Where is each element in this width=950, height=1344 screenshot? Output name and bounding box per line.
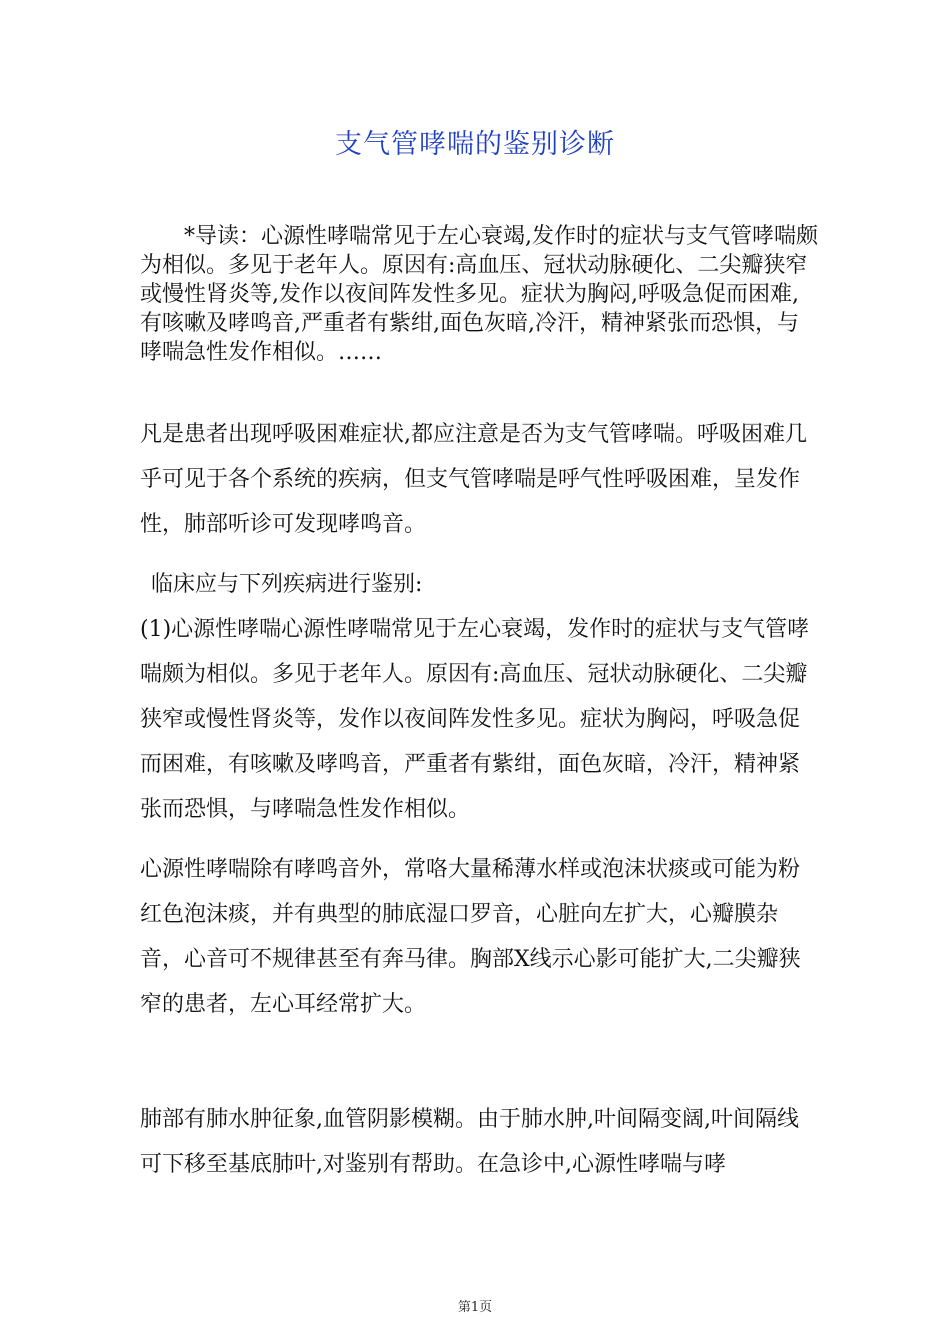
intro-summary: *导读：心源性哮喘常见于左心衰竭,发作时的症状与支气管哮喘颇为相似。多见于老年人。原因有:高血压、冠状动脉硬化、二尖瓣狭窄或慢性肾炎等,发作以夜间阵发性多见。症状为胸闷,呼吸急促而困难,有咳嗽及哮鸣音,严重者有紫绀,面色灰暗,冷汗，精神紧张而恐惧，与哮喘急性发作相似。……	[140, 224, 818, 365]
document-title: 支气管哮喘的鉴别诊断	[335, 129, 615, 160]
page-number: 第1页	[457, 1300, 493, 1315]
body-paragraph-3: (1)心源性哮喘心源性哮喘常见于左心衰竭，发作时的症状与支气管哮喘颇为相似。多见于老年人。原因有:高血压、冠状动脉硬化、二尖瓣狭窄或慢性肾炎等，发作以夜间阵发性多见。症状为胸闷，呼吸急促而困难，有咳嗽及哮鸣音，严重者有紫绀，面色灰暗，冷汗，精神紧张而恐惧，与哮喘急性发作相似。	[140, 617, 810, 822]
body-paragraph-2: 临床应与下列疾病进行鉴别:	[151, 572, 423, 597]
body-paragraph-1: 凡是患者出现呼吸困难症状,都应注意是否为支气管哮喘。呼吸困难几乎可见于各个系统的疾病，但支气管哮喘是呼气性呼吸困难，呈发作性，肺部听诊可发现哮鸣音。	[140, 422, 807, 537]
body-paragraph-4: 心源性哮喘除有哮鸣音外，常咯大量稀薄水样或泡沫状痰或可能为粉红色泡沫痰，并有典型的肺底湿口罗音，心脏向左扩大，心瓣膜杂音，心音可不规律甚至有奔马律。胸部X线示心影可能扩大,二尖瓣狭窄的患者，左心耳经常扩大。	[140, 857, 801, 1017]
body-paragraph-5: 肺部有肺水肿征象,血管阴影模糊。由于肺水肿,叶间隔变阔,叶间隔线可下移至基底肺叶,对鉴别有帮助。在急诊中,心源性哮喘与哮	[140, 1107, 799, 1177]
